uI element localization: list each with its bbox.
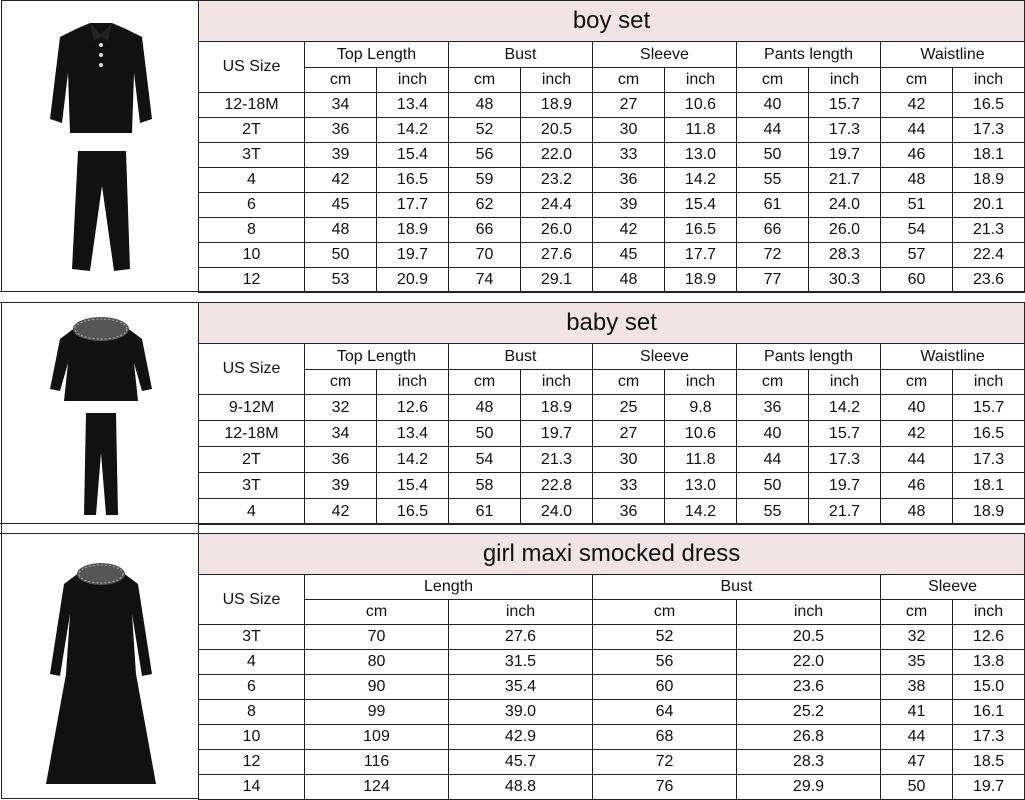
value-cell: 11.8 (665, 447, 737, 473)
value-cell: 50 (737, 473, 809, 499)
boy-set-image-cell (1, 0, 199, 292)
value-cell: 44 (737, 118, 809, 143)
group-header: Length (305, 575, 593, 600)
value-cell: 13.4 (377, 93, 449, 118)
value-cell: 30 (593, 447, 665, 473)
value-cell: 48 (881, 499, 953, 525)
value-cell: 29.9 (737, 775, 881, 800)
size-cell: 3T (199, 473, 305, 499)
value-cell: 72 (593, 750, 737, 775)
value-cell: 23.2 (521, 168, 593, 193)
baby-set-image-cell (1, 302, 199, 534)
unit-cell: cm (881, 600, 953, 625)
value-cell: 36 (305, 118, 377, 143)
size-cell: 6 (199, 193, 305, 218)
value-cell: 34 (305, 93, 377, 118)
unit-cell: cm (593, 68, 665, 93)
value-cell: 36 (305, 447, 377, 473)
value-cell: 13.8 (953, 650, 1025, 675)
value-cell: 44 (737, 447, 809, 473)
value-cell: 20.5 (521, 118, 593, 143)
table-row (199, 750, 1025, 775)
data-rows (199, 395, 1025, 525)
value-cell: 28.3 (737, 750, 881, 775)
group-header: Pants length (737, 42, 881, 68)
value-cell: 14.2 (377, 447, 449, 473)
value-cell: 52 (593, 625, 737, 650)
value-cell: 16.1 (953, 700, 1025, 725)
size-cell: 4 (199, 650, 305, 675)
table-row (199, 395, 1025, 421)
size-cell: 3T (199, 143, 305, 168)
value-cell: 39 (305, 143, 377, 168)
value-cell: 42 (881, 93, 953, 118)
table-row (199, 143, 1025, 168)
value-cell: 54 (881, 218, 953, 243)
value-cell: 50 (881, 775, 953, 800)
value-cell: 42 (305, 168, 377, 193)
value-cell: 36 (593, 499, 665, 525)
girl-dress-image-cell (1, 533, 199, 799)
value-cell: 29.1 (521, 268, 593, 293)
table-row (199, 168, 1025, 193)
unit-cell: inch (521, 370, 593, 395)
size-cell: 12-18M (199, 93, 305, 118)
value-cell: 14.2 (665, 499, 737, 525)
value-cell: 57 (881, 243, 953, 268)
size-cell: 2T (199, 118, 305, 143)
size-cell: 12-18M (199, 421, 305, 447)
value-cell: 45 (305, 193, 377, 218)
value-cell: 19.7 (809, 473, 881, 499)
value-cell: 40 (737, 93, 809, 118)
value-cell: 61 (737, 193, 809, 218)
value-cell: 26.8 (737, 725, 881, 750)
value-cell: 46 (881, 473, 953, 499)
value-cell: 13.0 (665, 143, 737, 168)
value-cell: 74 (449, 268, 521, 293)
data-rows (199, 625, 1025, 800)
value-cell: 27 (593, 93, 665, 118)
value-cell: 16.5 (377, 168, 449, 193)
size-cell: 10 (199, 725, 305, 750)
size-cell: 9-12M (199, 395, 305, 421)
value-cell: 35.4 (449, 675, 593, 700)
value-cell: 19.7 (377, 243, 449, 268)
value-cell: 70 (449, 243, 521, 268)
value-cell: 44 (881, 118, 953, 143)
value-cell: 15.7 (809, 421, 881, 447)
table-row (199, 650, 1025, 675)
value-cell: 38 (881, 675, 953, 700)
unit-cell: cm (593, 600, 737, 625)
value-cell: 39 (305, 473, 377, 499)
value-cell: 21.3 (521, 447, 593, 473)
value-cell: 21.3 (953, 218, 1025, 243)
unit-cell: inch (521, 68, 593, 93)
value-cell: 42 (881, 421, 953, 447)
unit-cell: inch (377, 68, 449, 93)
value-cell: 40 (881, 395, 953, 421)
value-cell: 109 (305, 725, 449, 750)
value-cell: 33 (593, 473, 665, 499)
size-cell: 8 (199, 700, 305, 725)
value-cell: 27.6 (521, 243, 593, 268)
girl-dress-table (198, 533, 1025, 800)
value-cell: 42.9 (449, 725, 593, 750)
value-cell: 18.5 (953, 750, 1025, 775)
value-cell: 33 (593, 143, 665, 168)
size-cell: 14 (199, 775, 305, 800)
value-cell: 30 (593, 118, 665, 143)
value-cell: 18.1 (953, 143, 1025, 168)
value-cell: 15.4 (377, 473, 449, 499)
value-cell: 22.0 (737, 650, 881, 675)
unit-cell: inch (377, 370, 449, 395)
unit-cell: cm (881, 68, 953, 93)
group-header: Bust (593, 575, 881, 600)
value-cell: 27.6 (449, 625, 593, 650)
group-header: Sleeve (881, 575, 1025, 600)
value-cell: 32 (881, 625, 953, 650)
value-cell: 24.0 (809, 193, 881, 218)
value-cell: 68 (593, 725, 737, 750)
size-header: US Size (199, 42, 305, 93)
value-cell: 17.3 (953, 725, 1025, 750)
value-cell: 80 (305, 650, 449, 675)
value-cell: 42 (305, 499, 377, 525)
unit-cell: cm (449, 68, 521, 93)
value-cell: 22.8 (521, 473, 593, 499)
baby-set-product-icon (2, 303, 198, 533)
value-cell: 18.9 (665, 268, 737, 293)
value-cell: 48 (881, 168, 953, 193)
value-cell: 18.9 (953, 168, 1025, 193)
group-header: Bust (449, 42, 593, 68)
table-row (199, 499, 1025, 525)
unit-cell: inch (809, 68, 881, 93)
size-cell: 6 (199, 675, 305, 700)
value-cell: 44 (881, 725, 953, 750)
size-cell: 4 (199, 499, 305, 525)
boy-set-product-icon (2, 1, 198, 291)
group-header: Pants length (737, 344, 881, 370)
group-header: Bust (449, 344, 593, 370)
value-cell: 54 (449, 447, 521, 473)
value-cell: 10.6 (665, 421, 737, 447)
value-cell: 22.4 (953, 243, 1025, 268)
unit-row (199, 600, 1025, 625)
value-cell: 53 (305, 268, 377, 293)
value-cell: 116 (305, 750, 449, 775)
value-cell: 41 (881, 700, 953, 725)
table-row (199, 675, 1025, 700)
value-cell: 39 (593, 193, 665, 218)
value-cell: 24.4 (521, 193, 593, 218)
table-row (199, 193, 1025, 218)
value-cell: 26.0 (809, 218, 881, 243)
value-cell: 56 (593, 650, 737, 675)
unit-cell: cm (881, 370, 953, 395)
value-cell: 90 (305, 675, 449, 700)
value-cell: 21.7 (809, 499, 881, 525)
value-cell: 18.9 (521, 395, 593, 421)
size-cell: 3T (199, 625, 305, 650)
value-cell: 10.6 (665, 93, 737, 118)
unit-row (199, 68, 1025, 93)
value-cell: 45 (593, 243, 665, 268)
value-cell: 23.6 (737, 675, 881, 700)
value-cell: 15.7 (809, 93, 881, 118)
value-cell: 18.9 (521, 93, 593, 118)
value-cell: 72 (737, 243, 809, 268)
size-cell: 4 (199, 168, 305, 193)
unit-cell: cm (305, 370, 377, 395)
size-cell: 2T (199, 447, 305, 473)
value-cell: 17.7 (377, 193, 449, 218)
value-cell: 99 (305, 700, 449, 725)
value-cell: 34 (305, 421, 377, 447)
value-cell: 45.7 (449, 750, 593, 775)
value-cell: 32 (305, 395, 377, 421)
value-cell: 48 (449, 93, 521, 118)
value-cell: 60 (881, 268, 953, 293)
value-cell: 31.5 (449, 650, 593, 675)
value-cell: 26.0 (521, 218, 593, 243)
unit-cell: inch (665, 370, 737, 395)
unit-cell: cm (737, 370, 809, 395)
unit-cell: inch (953, 68, 1025, 93)
table-row (199, 725, 1025, 750)
value-cell: 35 (881, 650, 953, 675)
value-cell: 42 (593, 218, 665, 243)
value-cell: 17.7 (665, 243, 737, 268)
value-cell: 48 (593, 268, 665, 293)
unit-row (199, 370, 1025, 395)
size-cell: 12 (199, 268, 305, 293)
value-cell: 27 (593, 421, 665, 447)
size-header: US Size (199, 344, 305, 395)
value-cell: 24.0 (521, 499, 593, 525)
section-title: boy set (199, 1, 1025, 42)
value-cell: 47 (881, 750, 953, 775)
value-cell: 12.6 (377, 395, 449, 421)
value-cell: 20.1 (953, 193, 1025, 218)
table-row (199, 775, 1025, 800)
table-row (199, 218, 1025, 243)
unit-cell: inch (449, 600, 593, 625)
group-header: Waistline (881, 42, 1025, 68)
value-cell: 17.3 (809, 118, 881, 143)
value-cell: 15.4 (665, 193, 737, 218)
value-cell: 58 (449, 473, 521, 499)
value-cell: 14.2 (809, 395, 881, 421)
size-cell: 8 (199, 218, 305, 243)
value-cell: 56 (449, 143, 521, 168)
value-cell: 48.8 (449, 775, 593, 800)
value-cell: 20.5 (737, 625, 881, 650)
value-cell: 50 (737, 143, 809, 168)
value-cell: 19.7 (953, 775, 1025, 800)
unit-cell: inch (953, 600, 1025, 625)
table-row (199, 93, 1025, 118)
unit-cell: cm (449, 370, 521, 395)
value-cell: 66 (737, 218, 809, 243)
value-cell: 40 (737, 421, 809, 447)
value-cell: 61 (449, 499, 521, 525)
value-cell: 22.0 (521, 143, 593, 168)
value-cell: 15.7 (953, 395, 1025, 421)
boy-set-table (198, 0, 1025, 293)
section-title: baby set (199, 303, 1025, 344)
group-header: Sleeve (593, 344, 737, 370)
value-cell: 16.5 (665, 218, 737, 243)
value-cell: 18.1 (953, 473, 1025, 499)
unit-cell: cm (593, 370, 665, 395)
value-cell: 66 (449, 218, 521, 243)
table-row (199, 625, 1025, 650)
group-header: Top Length (305, 344, 449, 370)
value-cell: 17.3 (809, 447, 881, 473)
girl-dress-product-icon (2, 534, 198, 798)
baby-set-table (198, 302, 1025, 525)
table-row (199, 421, 1025, 447)
value-cell: 39.0 (449, 700, 593, 725)
value-cell: 16.5 (377, 499, 449, 525)
value-cell: 23.6 (953, 268, 1025, 293)
value-cell: 46 (881, 143, 953, 168)
table-row (199, 700, 1025, 725)
value-cell: 76 (593, 775, 737, 800)
table-row (199, 268, 1025, 293)
unit-cell: inch (665, 68, 737, 93)
table-row (199, 243, 1025, 268)
unit-cell: inch (809, 370, 881, 395)
table-row (199, 473, 1025, 499)
value-cell: 30.3 (809, 268, 881, 293)
size-header: US Size (199, 575, 305, 625)
value-cell: 52 (449, 118, 521, 143)
unit-cell: cm (305, 68, 377, 93)
value-cell: 55 (737, 168, 809, 193)
value-cell: 20.9 (377, 268, 449, 293)
size-cell: 12 (199, 750, 305, 775)
value-cell: 36 (737, 395, 809, 421)
value-cell: 16.5 (953, 421, 1025, 447)
value-cell: 77 (737, 268, 809, 293)
unit-cell: cm (737, 68, 809, 93)
value-cell: 13.4 (377, 421, 449, 447)
value-cell: 44 (881, 447, 953, 473)
value-cell: 59 (449, 168, 521, 193)
value-cell: 14.2 (665, 168, 737, 193)
value-cell: 36 (593, 168, 665, 193)
size-cell: 10 (199, 243, 305, 268)
group-header: Sleeve (593, 42, 737, 68)
value-cell: 70 (305, 625, 449, 650)
value-cell: 17.3 (953, 447, 1025, 473)
value-cell: 18.9 (377, 218, 449, 243)
value-cell: 19.7 (521, 421, 593, 447)
unit-cell: inch (953, 370, 1025, 395)
value-cell: 18.9 (953, 499, 1025, 525)
table-row (199, 118, 1025, 143)
value-cell: 28.3 (809, 243, 881, 268)
value-cell: 11.8 (665, 118, 737, 143)
value-cell: 25.2 (737, 700, 881, 725)
value-cell: 15.0 (953, 675, 1025, 700)
value-cell: 15.4 (377, 143, 449, 168)
value-cell: 12.6 (953, 625, 1025, 650)
value-cell: 21.7 (809, 168, 881, 193)
unit-cell: cm (305, 600, 449, 625)
value-cell: 9.8 (665, 395, 737, 421)
value-cell: 13.0 (665, 473, 737, 499)
value-cell: 50 (449, 421, 521, 447)
group-header: Top Length (305, 42, 449, 68)
section-title: girl maxi smocked dress (199, 534, 1025, 575)
value-cell: 51 (881, 193, 953, 218)
value-cell: 124 (305, 775, 449, 800)
value-cell: 60 (593, 675, 737, 700)
value-cell: 55 (737, 499, 809, 525)
value-cell: 16.5 (953, 93, 1025, 118)
value-cell: 19.7 (809, 143, 881, 168)
table-row (199, 447, 1025, 473)
value-cell: 62 (449, 193, 521, 218)
value-cell: 17.3 (953, 118, 1025, 143)
value-cell: 14.2 (377, 118, 449, 143)
data-rows (199, 93, 1025, 293)
value-cell: 25 (593, 395, 665, 421)
value-cell: 48 (305, 218, 377, 243)
value-cell: 50 (305, 243, 377, 268)
group-header: Waistline (881, 344, 1025, 370)
value-cell: 48 (449, 395, 521, 421)
value-cell: 64 (593, 700, 737, 725)
unit-cell: inch (737, 600, 881, 625)
